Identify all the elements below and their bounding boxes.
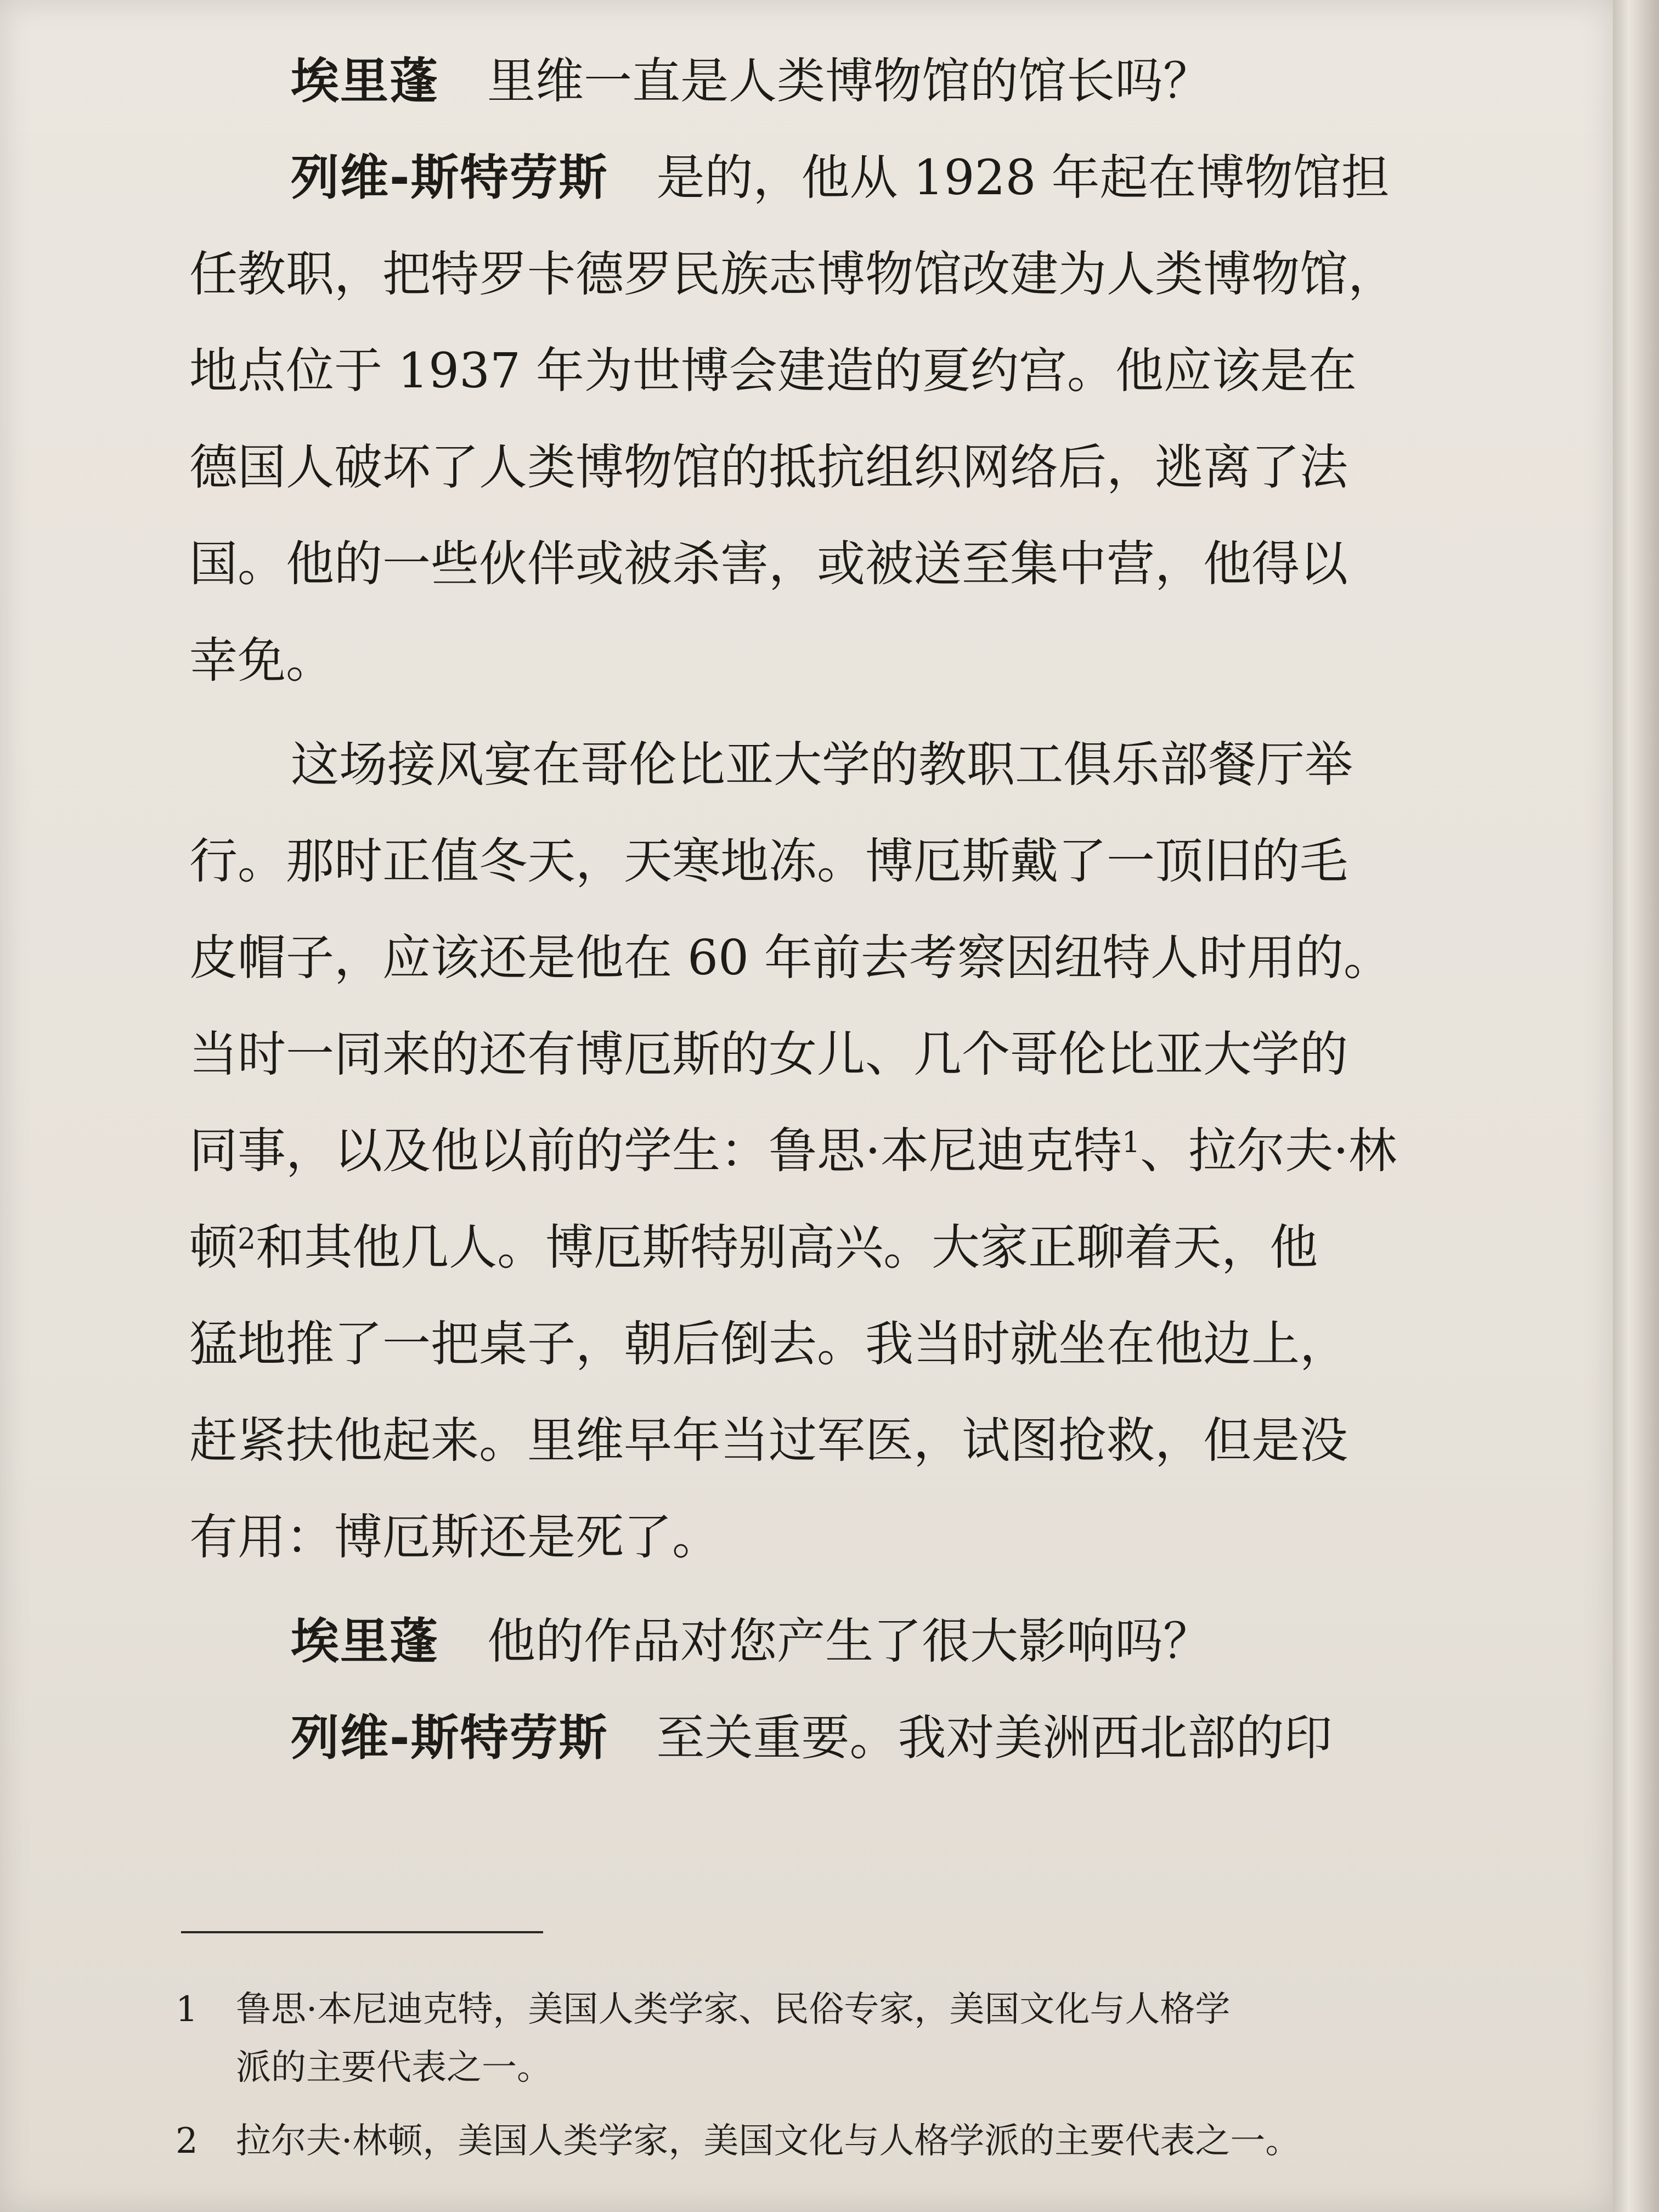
text-line: 皮帽子，应该还是他在 60 年前去考察因纽特人时用的。	[189, 929, 1392, 986]
footnote-continuation: 派的主要代表之一。	[236, 2047, 552, 2088]
interview-answer-2	[189, 1690, 1443, 1786]
text-line: 行。那时正值冬天，天寒地冻。博厄斯戴了一顶旧的毛	[189, 833, 1348, 889]
text-line: 有用：博厄斯还是死了。	[189, 1509, 721, 1565]
text-line: 任教职，把特罗卡德罗民族志博物馆改建为人类博物馆，	[189, 246, 1397, 302]
footnote-ref-2: 2	[238, 1223, 256, 1256]
text-line: 当时一同来的还有博厄斯的女儿、几个哥伦比亚大学的	[189, 1026, 1348, 1082]
text-line-with-footnote-1	[189, 1103, 1443, 1199]
text-line: 赶紧扶他起来。里维早年当过军医，试图抢救，但是没	[189, 1412, 1348, 1469]
question-text: 他的作品对您产生了很大影响吗？	[487, 1613, 1212, 1669]
body-text	[189, 33, 1443, 1786]
text-segment: 顿	[189, 1219, 238, 1276]
text-line: 幸免。	[189, 632, 335, 689]
footnote-number: 1	[176, 1989, 198, 2030]
speaker-name: 列维-斯特劳斯	[291, 149, 608, 206]
text-segment: 同事，以及他以前的学生：鲁思·本尼迪克特	[189, 1122, 1122, 1179]
footnote-text: 拉尔夫·林顿，美国人类学家，美国文化与人格学派的主要代表之一。	[236, 2121, 1301, 2162]
interview-question-2	[189, 1593, 1443, 1690]
answer-text: 是的，他从 1928 年起在博物馆担	[656, 149, 1390, 206]
footnote-2	[176, 2112, 1448, 2170]
text-line-with-footnote-2	[189, 1199, 1443, 1296]
paragraph-first-line: 这场接风宴在哥伦比亚大学的教职工俱乐部餐厅举	[291, 736, 1353, 793]
text-line: 地点位于 1937 年为世博会建造的夏约宫。他应该是在	[189, 342, 1357, 399]
text-segment: 和其他几人。博厄斯特别高兴。大家正聊着天，他	[256, 1219, 1318, 1276]
interview-question-1	[189, 33, 1443, 129]
footnote-divider	[181, 1931, 543, 1933]
footnote-number: 2	[176, 2121, 198, 2162]
footnote-text: 鲁思·本尼迪克特，美国人类学家、民俗专家，美国文化与人格学	[236, 1989, 1231, 2030]
speaker-name: 埃里蓬	[291, 1613, 439, 1669]
footnote-ref-1: 1	[1121, 1126, 1141, 1159]
text-line: 德国人破坏了人类博物馆的抵抗组织网络后，逃离了法	[189, 439, 1348, 495]
interview-answer-1-first-line	[189, 129, 1443, 226]
answer-text: 至关重要。我对美洲西北部的印	[656, 1709, 1333, 1766]
page-edge	[1613, 0, 1659, 2212]
text-line: 国。他的一些伙伴或被杀害，或被送至集中营，他得以	[189, 535, 1348, 592]
speaker-name: 列维-斯特劳斯	[291, 1709, 608, 1766]
speaker-name: 埃里蓬	[291, 53, 439, 109]
question-text: 里维一直是人类博物馆的馆长吗？	[487, 53, 1212, 109]
text-segment: 、拉尔夫·林	[1140, 1122, 1397, 1179]
text-line: 猛地推了一把桌子，朝后倒去。我当时就坐在他边上，	[189, 1316, 1348, 1372]
footnote-1	[176, 1980, 1448, 2039]
footnotes	[176, 1980, 1448, 2170]
